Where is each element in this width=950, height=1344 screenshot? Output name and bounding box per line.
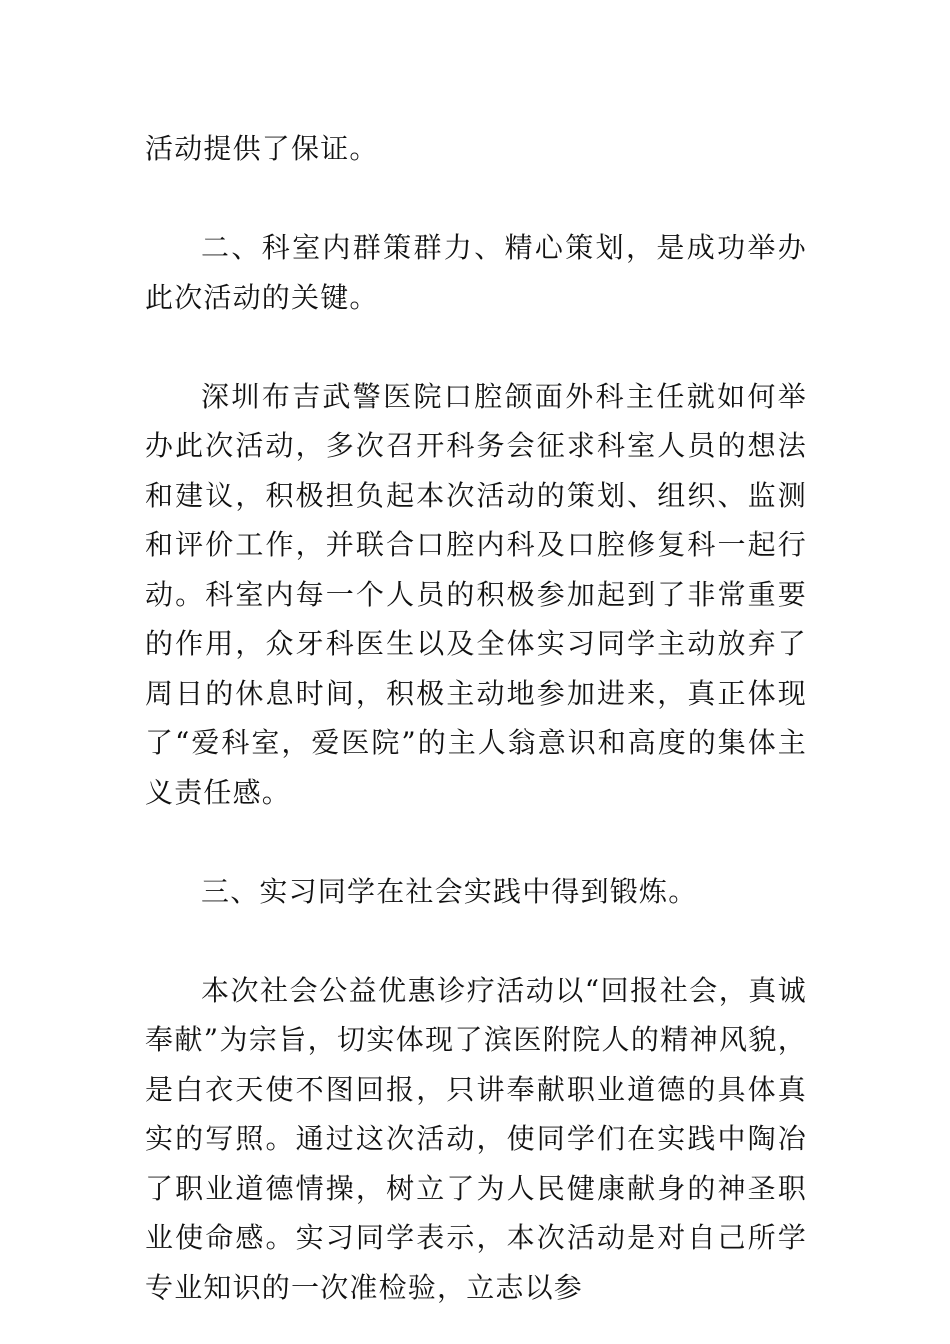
body-paragraph: 深圳布吉武警医院口腔颌面外科主任就如何举办此次活动，多次召开科务会征求科室人员的想法和建议，积极担负起本次活动的策划、组织、监测和评价工作，并联合口腔内科及口腔修复科一起行动。科室内每一个人员的积极参加起到了非常重要的作用，众牙科医生以及全体实习同学主动放弃了周日的休息时间，积极主动地参加进来，真正体现了“爱科室，爱医院”的主人翁意识和高度的集体主义责任感。	[145, 379, 807, 809]
paragraph-gap	[145, 174, 807, 224]
paragraph-gap	[145, 322, 807, 372]
paragraph-continuation: 活动提供了保证。	[145, 132, 379, 165]
body-paragraph: 本次社会公益优惠诊疗活动以“回报社会，真诚奉献”为宗旨，切实体现了滨医附院人的精神风貌，是白衣天使不图回报，只讲奉献职业道德的具体真实的写照。通过这次活动，使同学们在实践中陶冶了职业道德情操，树立了为人民健康献身的神圣职业使命感。实习同学表示，本次活动是对自己所学专业知识的一次准检验，立志以参	[145, 973, 807, 1304]
section-heading-3: 三、实习同学在社会实践中得到锻炼。	[201, 874, 698, 908]
paragraph-gap	[145, 916, 807, 966]
document-body	[145, 124, 807, 1312]
paragraph-gap	[145, 817, 807, 867]
section-heading-2: 二、科室内群策群力、精心策划，是成功举办此次活动的关键。	[145, 231, 807, 314]
